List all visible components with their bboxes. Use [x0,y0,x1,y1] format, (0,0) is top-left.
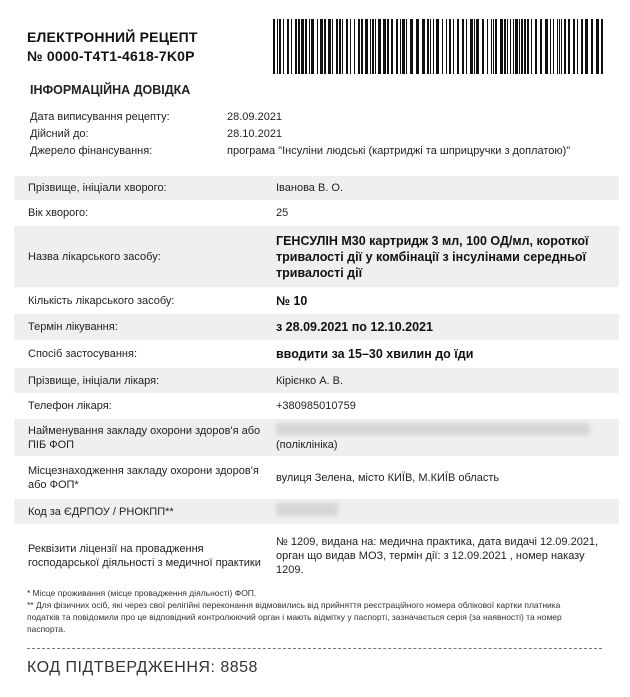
table-row-edrpou-code [14,499,619,525]
prescription-number: № 0000-T4T1-4618-7K0P [27,48,195,64]
barcode [273,19,604,74]
barcode-bar [521,19,523,74]
barcode-bar [339,19,341,74]
barcode-bar [457,19,459,74]
barcode-bar [406,19,407,74]
row-value: вулиця Зелена, місто КИЇВ, М.КИЇВ область [276,471,500,484]
barcode-bar [328,19,331,74]
barcode-bar [375,19,376,74]
table-row-patient-age [14,201,619,226]
barcode-bar [442,19,443,74]
barcode-bar [535,19,537,74]
barcode-bar [513,19,514,74]
table-row-facility-address [14,457,619,499]
barcode-bar [410,19,413,74]
barcode-bar [298,19,300,74]
barcode-bar [510,19,511,74]
table-row-doctor-name [14,368,619,394]
row-label: Спосіб застосування: [28,348,138,360]
separator-line [27,648,602,649]
barcode-bar [500,19,503,74]
barcode-bar [283,19,284,74]
prescription-table [14,176,619,588]
barcode-bar [446,19,447,74]
barcode-bar [346,19,348,74]
confirmation-code: КОД ПІДТВЕРДЖЕННЯ: 8858 [27,659,258,676]
barcode-bar [545,19,548,74]
table-row-facility-name [14,419,619,457]
meta-label: Дійсний до: [30,128,89,140]
barcode-bar [561,19,562,74]
barcode-bar [332,19,333,74]
barcode-bar [358,19,360,74]
row-value: вводити за 15–30 хвилин до їди [276,347,474,361]
row-value: № 1209, видана на: медична практика, дата видачі 12.09.2021, орган що видав МОЗ, термін дії: з 12.09.2021 , номер наказу 1209. [276,536,599,576]
row-label: Кількість лікарського засобу: [28,294,175,307]
barcode-bar [559,19,560,74]
barcode-bar [279,19,281,74]
barcode-bar [585,19,588,74]
table-row-drug-name [14,226,619,288]
row-label: Прізвище, ініціали хворого: [28,182,167,194]
barcode-bar [466,19,467,74]
redacted-text [276,423,590,435]
row-value: ГЕНСУЛІН М30 картридж 3 мл, 100 ОД/мл, короткої тривалості дії у комбінації з інсулінами середньої тривалості дії [276,233,589,280]
row-value: (поліклініка) [276,439,338,451]
footnote-1: * Місце проживання (місце провадження діяльності) ФОП. [27,588,257,598]
barcode-bar [370,19,371,74]
barcode-bar [400,19,401,74]
barcode-bar [295,19,297,74]
row-value: з 28.09.2021 по 12.10.2021 [276,320,433,334]
barcode-bar [462,19,464,74]
row-value: Іванова В. О. [276,182,344,194]
barcode-bar [470,19,473,74]
row-label: Телефон лікаря: [28,400,112,412]
row-value: +380985010759 [276,400,356,412]
barcode-bar [564,19,566,74]
meta-label: Дата виписування рецепту: [30,111,170,123]
table-row-drug-quantity [14,288,619,314]
barcode-bar [396,19,398,74]
barcode-bar [436,19,439,74]
barcode-bar [291,19,292,74]
barcode-bar [301,19,304,74]
document-subtitle: ІНФОРМАЦІЙНА ДОВІДКА [30,83,191,97]
row-label: Реквізити ліцензії на провадження господарської діяльності з медичної практики [28,543,261,569]
barcode-bar [474,19,475,74]
barcode-bar [317,19,318,74]
barcode-bar [365,19,368,74]
barcode-bar [596,19,599,74]
barcode-bar [277,19,278,74]
footnotes [27,587,577,635]
table-row-usage [14,341,619,368]
meta-value: 28.10.2021 [227,128,283,140]
barcode-bar [577,19,578,74]
barcode-bar [273,19,275,74]
barcode-bar [309,19,310,74]
barcode-bar [493,19,494,74]
barcode-bar [287,19,289,74]
table-row-patient-name [14,176,619,201]
barcode-bar [601,19,603,74]
meta-value: програма "Інсуліни людські (картриджі та шприцручки з доплатою)" [227,145,571,157]
barcode-bar [524,19,526,74]
row-label: Термін лікування: [28,321,118,333]
barcode-bar [531,19,532,74]
meta-label: Джерело фінансування: [30,145,153,157]
redacted-text [276,503,338,516]
barcode-bar [430,19,431,74]
footnote-2: ** Для фізичних осіб, які через свої релігійні переконання відмовились від прийняття реєстраційного номера облікової картки платника податків та повідомили про це відповідний контролюючий орган і мають відмітку у паспорті, зазначається серія (за наявності) та номер паспорта. [27,600,562,634]
row-value: Кірієнко А. В. [276,374,344,387]
barcode-bar [591,19,593,74]
barcode-bar [402,19,405,74]
barcode-bar [342,19,343,74]
barcode-bar [453,19,454,74]
row-label: Прізвище, ініціали лікаря: [28,374,160,387]
barcode-bar [387,19,389,74]
barcode-bar [476,19,479,74]
barcode-bar [504,19,506,74]
barcode-bar [361,19,363,74]
barcode-bar [540,19,542,74]
row-value-wrap [276,503,619,520]
barcode-bar [378,19,381,74]
barcode-bar [553,19,554,74]
row-value: 25 [276,207,289,219]
barcode-bar [495,19,497,74]
row-label: Код за ЄДРПОУ / РНОКПП** [28,505,174,518]
barcode-bar [354,19,355,74]
barcode-bar [557,19,558,74]
barcode-bar [550,19,551,74]
barcode-bar [324,19,326,74]
barcode-bar [305,19,307,74]
barcode-bar [350,19,351,74]
barcode-bar [383,19,386,74]
barcode-bar [519,19,520,74]
barcode-bar [527,19,529,74]
barcode-bar [372,19,374,74]
row-value-wrap [276,423,619,452]
row-label: Найменування закладу охорони здоров'я або ПІБ ФОП [28,424,261,451]
barcode-bar [422,19,425,74]
barcode-bar [391,19,393,74]
barcode-bar [416,19,419,74]
table-row-doctor-phone [14,394,619,419]
barcode-bar [311,19,314,74]
table-row-license [14,525,619,588]
barcode-bar [515,19,518,74]
barcode-bar [581,19,583,74]
row-label: Вік хворого: [28,207,89,219]
row-value: № 10 [276,293,308,308]
prescription-title: ЕЛЕКТРОННИЙ РЕЦЕПТ [27,29,198,45]
barcode-bar [482,19,484,74]
row-label: Місцезнаходження закладу охорони здоров'я або ФОП* [28,464,259,491]
meta-value: 28.09.2021 [227,111,283,123]
barcode-bar [573,19,575,74]
barcode-bar [449,19,451,74]
table-row-treatment-term [14,314,619,341]
row-label: Назва лікарського засобу: [28,250,161,263]
barcode-bar [487,19,488,74]
barcode-bar [320,19,323,74]
barcode-bar [568,19,570,74]
barcode-bar [427,19,429,74]
barcode-bar [433,19,434,74]
barcode-bar [507,19,508,74]
barcode-bar [491,19,492,74]
barcode-bar [336,19,338,74]
